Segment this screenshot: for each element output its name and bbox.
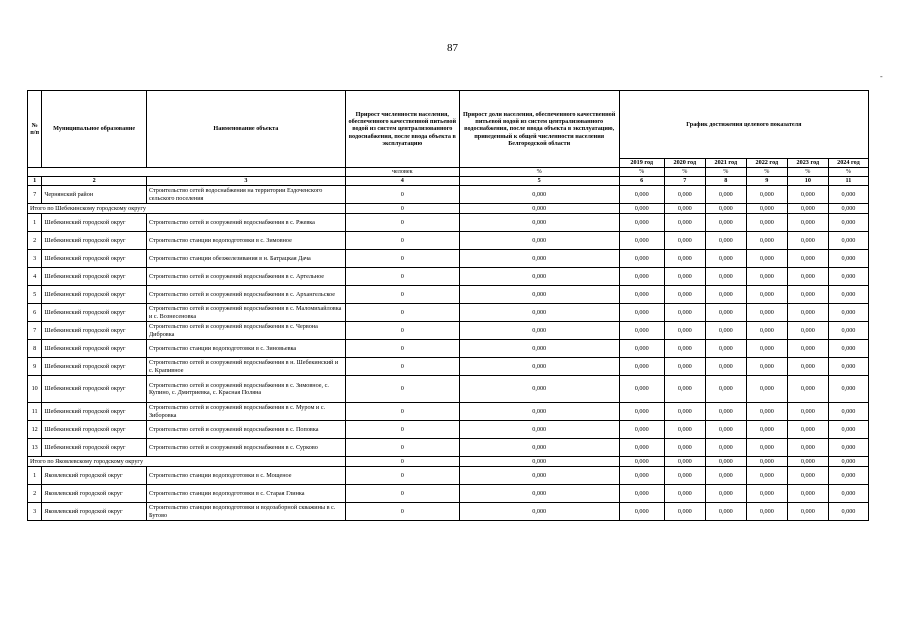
- row-number: 12: [28, 421, 42, 439]
- table-row: [28, 376, 869, 403]
- year-value-cell: 0,000: [664, 358, 705, 376]
- year-value-cell: 0,000: [664, 322, 705, 340]
- year-value-cell: 0,000: [828, 322, 868, 340]
- year-value-cell: 0,000: [664, 304, 705, 322]
- unit-percent: %: [619, 168, 664, 177]
- object-cell: Строительство сетей и сооружений водоснабжения в с. Поповка: [146, 421, 345, 439]
- year-value-cell: 0,000: [705, 467, 746, 485]
- share-cell: 0,000: [459, 204, 619, 214]
- row-number: 7: [28, 322, 42, 340]
- year-value-cell: 0,000: [746, 286, 787, 304]
- object-cell: Строительство сетей и сооружений водоснабжения в с. Муром и с. Зиборовка: [146, 403, 345, 421]
- share-cell: 0,000: [459, 340, 619, 358]
- year-value-cell: 0,000: [619, 358, 664, 376]
- municipality-cell: Шебекинский городской округ: [42, 286, 147, 304]
- municipality-cell: Шебекинский городской округ: [42, 421, 147, 439]
- share-cell: 0,000: [459, 232, 619, 250]
- year-value-cell: 0,000: [787, 250, 828, 268]
- year-value-cell: 0,000: [828, 403, 868, 421]
- year-value-cell: 0,000: [619, 503, 664, 521]
- year-value-cell: 0,000: [787, 503, 828, 521]
- target-indicator-table: [27, 90, 869, 521]
- year-value-cell: 0,000: [705, 214, 746, 232]
- year-value-cell: 0,000: [828, 457, 868, 467]
- share-cell: 0,000: [459, 421, 619, 439]
- people-cell: 0: [345, 322, 459, 340]
- municipality-cell: Шебекинский городской округ: [42, 250, 147, 268]
- share-cell: 0,000: [459, 322, 619, 340]
- year-value-cell: 0,000: [828, 186, 868, 204]
- year-value-cell: 0,000: [746, 204, 787, 214]
- year-value-cell: 0,000: [787, 340, 828, 358]
- row-number: 5: [28, 286, 42, 304]
- unit-percent: %: [459, 168, 619, 177]
- column-number: 1: [28, 177, 42, 186]
- people-cell: 0: [345, 503, 459, 521]
- municipality-cell: Шебекинский городской округ: [42, 439, 147, 457]
- share-cell: 0,000: [459, 467, 619, 485]
- row-number: 3: [28, 250, 42, 268]
- row-number: 3: [28, 503, 42, 521]
- object-cell: Строительство сетей и сооружений водоснабжения в с. Сурково: [146, 439, 345, 457]
- year-value-cell: 0,000: [828, 485, 868, 503]
- year-value-cell: 0,000: [705, 186, 746, 204]
- column-number: 9: [746, 177, 787, 186]
- unit-percent: %: [746, 168, 787, 177]
- table-row: [28, 358, 869, 376]
- year-value-cell: 0,000: [787, 268, 828, 286]
- year-value-cell: 0,000: [619, 268, 664, 286]
- year-value-cell: 0,000: [746, 322, 787, 340]
- row-number: 2: [28, 485, 42, 503]
- year-value-cell: 0,000: [619, 250, 664, 268]
- subtotal-label: Итого по Яковлевскому городскому округу: [28, 457, 346, 467]
- share-cell: 0,000: [459, 403, 619, 421]
- year-value-cell: 0,000: [619, 214, 664, 232]
- row-number: 6: [28, 304, 42, 322]
- year-value-cell: 0,000: [828, 268, 868, 286]
- table-row: [28, 403, 869, 421]
- year-value-cell: 0,000: [619, 304, 664, 322]
- municipality-cell: Шебекинский городской округ: [42, 358, 147, 376]
- year-value-cell: 0,000: [746, 403, 787, 421]
- year-value-cell: 0,000: [746, 268, 787, 286]
- people-cell: 0: [345, 403, 459, 421]
- year-value-cell: 0,000: [664, 403, 705, 421]
- header-year: 2020 год: [664, 159, 705, 168]
- subtotal-row: [28, 204, 869, 214]
- year-value-cell: 0,000: [828, 358, 868, 376]
- year-value-cell: 0,000: [705, 485, 746, 503]
- margin-mark: -: [880, 72, 883, 81]
- table-row: [28, 186, 869, 204]
- year-value-cell: 0,000: [619, 457, 664, 467]
- year-value-cell: 0,000: [787, 358, 828, 376]
- people-cell: 0: [345, 457, 459, 467]
- people-cell: 0: [345, 467, 459, 485]
- year-value-cell: 0,000: [664, 457, 705, 467]
- object-cell: Строительство сетей и сооружений водоснабжения в н. Шебекинский и с. Крапивное: [146, 358, 345, 376]
- year-value-cell: 0,000: [664, 286, 705, 304]
- people-cell: 0: [345, 268, 459, 286]
- year-value-cell: 0,000: [664, 268, 705, 286]
- year-value-cell: 0,000: [619, 322, 664, 340]
- header-object: Наименование объекта: [146, 91, 345, 168]
- column-number: 2: [42, 177, 147, 186]
- people-cell: 0: [345, 376, 459, 403]
- year-value-cell: 0,000: [664, 439, 705, 457]
- row-number: 11: [28, 403, 42, 421]
- row-number: 1: [28, 214, 42, 232]
- table-row: [28, 340, 869, 358]
- object-cell: Строительство сетей и сооружений водоснабжения в с. Ржевка: [146, 214, 345, 232]
- municipality-cell: Шебекинский городской округ: [42, 322, 147, 340]
- year-value-cell: 0,000: [746, 186, 787, 204]
- unit-percent: %: [705, 168, 746, 177]
- year-value-cell: 0,000: [619, 403, 664, 421]
- object-cell: Строительство сетей и сооружений водоснабжения в с. Маломихайловка и с. Вознесеновка: [146, 304, 345, 322]
- share-cell: 0,000: [459, 268, 619, 286]
- year-value-cell: 0,000: [746, 214, 787, 232]
- share-cell: 0,000: [459, 485, 619, 503]
- year-value-cell: 0,000: [787, 467, 828, 485]
- column-number: 10: [787, 177, 828, 186]
- municipality-cell: Чернянский район: [42, 186, 147, 204]
- year-value-cell: 0,000: [619, 340, 664, 358]
- year-value-cell: 0,000: [705, 286, 746, 304]
- year-value-cell: 0,000: [705, 358, 746, 376]
- table-row: [28, 286, 869, 304]
- year-value-cell: 0,000: [787, 304, 828, 322]
- share-cell: 0,000: [459, 376, 619, 403]
- year-value-cell: 0,000: [746, 457, 787, 467]
- object-cell: Строительство сетей и сооружений водоснабжения в с. Зимовное, с. Купино, с. Дмитриевка, с. Красная Поляна: [146, 376, 345, 403]
- year-value-cell: 0,000: [787, 376, 828, 403]
- unit-percent: %: [787, 168, 828, 177]
- header-year: 2019 год: [619, 159, 664, 168]
- object-cell: Строительство станции водоподготовки в с. Мощеное: [146, 467, 345, 485]
- object-cell: Строительство станции водоподготовки в с. Зиновьевка: [146, 340, 345, 358]
- subtotal-row: [28, 457, 869, 467]
- municipality-cell: Шебекинский городской округ: [42, 403, 147, 421]
- row-number: 4: [28, 268, 42, 286]
- year-value-cell: 0,000: [787, 485, 828, 503]
- people-cell: 0: [345, 204, 459, 214]
- people-cell: 0: [345, 286, 459, 304]
- row-number: 7: [28, 186, 42, 204]
- row-number: 13: [28, 439, 42, 457]
- header-share-growth: Прирост доли населения, обеспеченного качественной питьевой водой из систем централизованного водоснабжения, после ввода объекта в эксплуатацию, приведенный к общей численности населения Белгородской области: [459, 91, 619, 168]
- year-value-cell: 0,000: [787, 204, 828, 214]
- people-cell: 0: [345, 186, 459, 204]
- table-row: [28, 421, 869, 439]
- year-value-cell: 0,000: [705, 250, 746, 268]
- year-value-cell: 0,000: [619, 204, 664, 214]
- people-cell: 0: [345, 304, 459, 322]
- year-value-cell: 0,000: [664, 232, 705, 250]
- municipality-cell: Яковлевский городской округ: [42, 485, 147, 503]
- year-value-cell: 0,000: [664, 376, 705, 403]
- year-value-cell: 0,000: [705, 421, 746, 439]
- year-value-cell: 0,000: [746, 503, 787, 521]
- people-cell: 0: [345, 485, 459, 503]
- municipality-cell: Шебекинский городской округ: [42, 232, 147, 250]
- year-value-cell: 0,000: [705, 304, 746, 322]
- year-value-cell: 0,000: [746, 304, 787, 322]
- municipality-cell: Шебекинский городской округ: [42, 214, 147, 232]
- year-value-cell: 0,000: [619, 439, 664, 457]
- year-value-cell: 0,000: [705, 403, 746, 421]
- table-row: [28, 304, 869, 322]
- municipality-cell: Яковлевский городской округ: [42, 467, 147, 485]
- table-row: [28, 485, 869, 503]
- table-row: [28, 214, 869, 232]
- header-year: 2024 год: [828, 159, 868, 168]
- header-year: 2022 год: [746, 159, 787, 168]
- share-cell: 0,000: [459, 457, 619, 467]
- year-value-cell: 0,000: [746, 467, 787, 485]
- column-number: 11: [828, 177, 868, 186]
- year-value-cell: 0,000: [746, 439, 787, 457]
- year-value-cell: 0,000: [705, 376, 746, 403]
- column-number: 5: [459, 177, 619, 186]
- year-value-cell: 0,000: [664, 214, 705, 232]
- year-value-cell: 0,000: [705, 204, 746, 214]
- year-value-cell: 0,000: [828, 376, 868, 403]
- year-value-cell: 0,000: [664, 204, 705, 214]
- column-number: 8: [705, 177, 746, 186]
- year-value-cell: 0,000: [828, 467, 868, 485]
- row-number: 2: [28, 232, 42, 250]
- share-cell: 0,000: [459, 304, 619, 322]
- year-value-cell: 0,000: [705, 268, 746, 286]
- year-value-cell: 0,000: [746, 485, 787, 503]
- year-value-cell: 0,000: [746, 421, 787, 439]
- row-number: 9: [28, 358, 42, 376]
- table-row: [28, 250, 869, 268]
- object-cell: Строительство станции обезжелезивания в н. Батрацкая Дача: [146, 250, 345, 268]
- unit-percent: %: [828, 168, 868, 177]
- year-value-cell: 0,000: [705, 503, 746, 521]
- year-value-cell: 0,000: [828, 286, 868, 304]
- year-value-cell: 0,000: [828, 340, 868, 358]
- share-cell: 0,000: [459, 214, 619, 232]
- object-cell: Строительство сетей и сооружений водоснабжения в с. Архангельское: [146, 286, 345, 304]
- unit-percent: %: [664, 168, 705, 177]
- year-value-cell: 0,000: [705, 232, 746, 250]
- share-cell: 0,000: [459, 503, 619, 521]
- row-number: 10: [28, 376, 42, 403]
- table-body: [28, 186, 869, 521]
- year-value-cell: 0,000: [705, 457, 746, 467]
- year-value-cell: 0,000: [705, 340, 746, 358]
- year-value-cell: 0,000: [787, 403, 828, 421]
- year-value-cell: 0,000: [664, 503, 705, 521]
- object-cell: Строительство сетей и сооружений водоснабжения в с. Червона Дибровка: [146, 322, 345, 340]
- header-pop-growth: Прирост численности населения, обеспеченного качественной питьевой водой из систем централизованного водоснабжения, после ввода объекта в эксплуатацию: [345, 91, 459, 168]
- column-number: 7: [664, 177, 705, 186]
- units-blank: [28, 168, 346, 177]
- year-value-cell: 0,000: [619, 485, 664, 503]
- year-value-cell: 0,000: [619, 421, 664, 439]
- unit-people: человек: [345, 168, 459, 177]
- year-value-cell: 0,000: [787, 186, 828, 204]
- page-number: 87: [447, 42, 458, 54]
- year-value-cell: 0,000: [828, 214, 868, 232]
- year-value-cell: 0,000: [746, 358, 787, 376]
- year-value-cell: 0,000: [619, 232, 664, 250]
- subtotal-label: Итого по Шебекинскому городскому округу: [28, 204, 346, 214]
- municipality-cell: Шебекинский городской округ: [42, 304, 147, 322]
- year-value-cell: 0,000: [705, 439, 746, 457]
- share-cell: 0,000: [459, 186, 619, 204]
- year-value-cell: 0,000: [828, 204, 868, 214]
- header-schedule: График достижения целевого показателя: [619, 91, 868, 159]
- year-value-cell: 0,000: [619, 186, 664, 204]
- year-value-cell: 0,000: [619, 467, 664, 485]
- year-value-cell: 0,000: [787, 286, 828, 304]
- year-value-cell: 0,000: [664, 186, 705, 204]
- year-value-cell: 0,000: [746, 232, 787, 250]
- table-row: [28, 232, 869, 250]
- people-cell: 0: [345, 232, 459, 250]
- share-cell: 0,000: [459, 439, 619, 457]
- municipality-cell: Шебекинский городской округ: [42, 376, 147, 403]
- row-number: 1: [28, 467, 42, 485]
- year-value-cell: 0,000: [828, 304, 868, 322]
- year-value-cell: 0,000: [828, 232, 868, 250]
- object-cell: Строительство станции водоподготовки в с. Старая Глинка: [146, 485, 345, 503]
- year-value-cell: 0,000: [664, 467, 705, 485]
- year-value-cell: 0,000: [746, 340, 787, 358]
- table-row: [28, 322, 869, 340]
- year-value-cell: 0,000: [619, 286, 664, 304]
- header-num: № п/п: [28, 91, 42, 168]
- year-value-cell: 0,000: [787, 214, 828, 232]
- year-value-cell: 0,000: [787, 457, 828, 467]
- year-value-cell: 0,000: [828, 250, 868, 268]
- year-value-cell: 0,000: [619, 376, 664, 403]
- municipality-cell: Шебекинский городской округ: [42, 268, 147, 286]
- share-cell: 0,000: [459, 286, 619, 304]
- table-row: [28, 439, 869, 457]
- people-cell: 0: [345, 214, 459, 232]
- object-cell: Строительство станции водоподготовки и водозаборной скважины в с. Бутово: [146, 503, 345, 521]
- year-value-cell: 0,000: [787, 322, 828, 340]
- year-value-cell: 0,000: [787, 439, 828, 457]
- year-value-cell: 0,000: [828, 503, 868, 521]
- municipality-cell: Шебекинский городской округ: [42, 340, 147, 358]
- year-value-cell: 0,000: [787, 421, 828, 439]
- year-value-cell: 0,000: [664, 340, 705, 358]
- year-value-cell: 0,000: [787, 232, 828, 250]
- share-cell: 0,000: [459, 250, 619, 268]
- people-cell: 0: [345, 421, 459, 439]
- table-row: [28, 467, 869, 485]
- year-value-cell: 0,000: [828, 439, 868, 457]
- people-cell: 0: [345, 250, 459, 268]
- year-value-cell: 0,000: [705, 322, 746, 340]
- object-cell: Строительство сетей и сооружений водоснабжения в с. Артельное: [146, 268, 345, 286]
- year-value-cell: 0,000: [664, 250, 705, 268]
- table-row: [28, 268, 869, 286]
- row-number: 8: [28, 340, 42, 358]
- column-number: 3: [146, 177, 345, 186]
- year-value-cell: 0,000: [828, 421, 868, 439]
- year-value-cell: 0,000: [746, 376, 787, 403]
- header-municipality: Муниципальное образование: [42, 91, 147, 168]
- share-cell: 0,000: [459, 358, 619, 376]
- column-number: 6: [619, 177, 664, 186]
- people-cell: 0: [345, 340, 459, 358]
- year-value-cell: 0,000: [664, 421, 705, 439]
- column-number: 4: [345, 177, 459, 186]
- municipality-cell: Яковлевский городской округ: [42, 503, 147, 521]
- year-value-cell: 0,000: [664, 485, 705, 503]
- object-cell: Строительство станции водоподготовки в с. Зимовное: [146, 232, 345, 250]
- people-cell: 0: [345, 439, 459, 457]
- header-year: 2021 год: [705, 159, 746, 168]
- object-cell: Строительство сетей водоснабжения на территории Ездоченского сельского поселения: [146, 186, 345, 204]
- people-cell: 0: [345, 358, 459, 376]
- table-row: [28, 503, 869, 521]
- header-year: 2023 год: [787, 159, 828, 168]
- year-value-cell: 0,000: [746, 250, 787, 268]
